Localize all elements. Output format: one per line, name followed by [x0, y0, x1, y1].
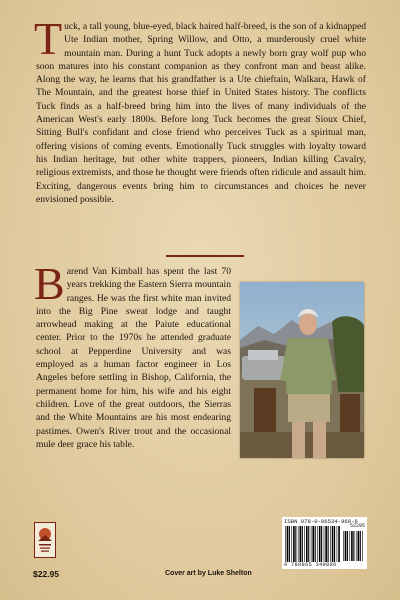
- publisher-logo: [34, 522, 56, 558]
- author-bio: [34, 258, 231, 451]
- isbn-label: ISBN 978-0-86534-969-6: [284, 518, 358, 525]
- isbn-barcode: [282, 517, 367, 569]
- barcode-bars: [285, 526, 341, 562]
- addon-digits: 52295: [349, 523, 365, 529]
- addon-barcode-bars: [343, 531, 365, 561]
- price-label: $22.95: [33, 569, 59, 579]
- author-photo: [240, 282, 364, 458]
- barcode-digits: 9 780865 349896: [284, 562, 337, 568]
- author-bio-text: arend Van Kimball has spent the last 70 years trekking the Eastern Sierra mountain ranges. He was the first white man invited into the Big Pine sweat lodge and taught arrowhead making at the Paiute educational center. Prior to the 1970s he attended graduate school at Pepperdine University and was employed as a human factor engineer in Los Angeles before settling in Bishop, California, the permanent home for him, his wife and his eight children. Love of the great outdoors, the Sierras and the White Mountains are his most endearing pastimes. Owen's River trout and the occasional mule deer grace his table.: [36, 266, 231, 450]
- book-description: [34, 13, 366, 206]
- drop-cap-t: T: [34, 13, 63, 64]
- drop-cap-b: B: [34, 258, 65, 309]
- book-description-text: uck, a tall young, blue-eyed, black haired half-breed, is the son of a kidnapped Ute Indian mother, Spring Willow, and Otto, a murderously cruel white mountain man. During a hunt Tuck adopts a newly born gray wolf pup who soon matures into his constant companion as they confront man and beast alike. Along the way, he learns that his grandfather is a Ute chieftain, Walkara, Hawk of The Mountain, and the greatest horse thief in United States history. The conflicts Tuck finds as a half-breed bring him into the lives of many individuals of the American West's early 1800s. Before long Tuck becomes the great Sioux Chief, Sitting Bull's confidant and close friend who perceives Tuck as a spiritual man, offering visions of coming events. Emotionally Tuck struggles with loyalty toward his Indian heritage, but other white trappers, pioneers, Indian killing Cavalry, religious extremists, and those he thought were friends often ridicule and assault him. Exciting, dangerous events bring him to circumstances and choices he never envisioned possible.: [36, 21, 366, 205]
- cover-art-credit: Cover art by Luke Shelton: [165, 570, 252, 577]
- section-divider: [166, 255, 244, 257]
